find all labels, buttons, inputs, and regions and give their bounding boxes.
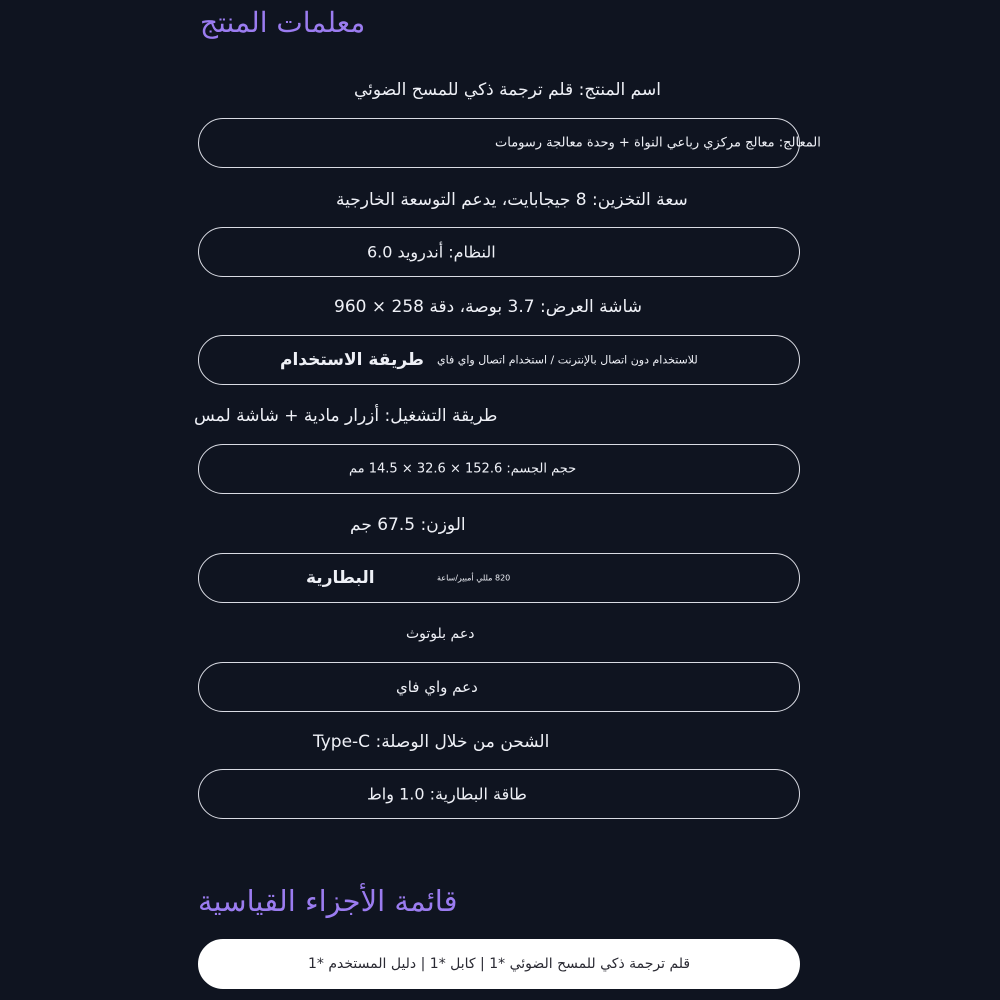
processor-spec-pill [198,118,821,168]
operation-spec: طريقة التشغيل: أزرار مادية + شاشة لمس [194,406,498,426]
storage-spec: سعة التخزين: 8 جيجابايت، يدعم التوسعة الخارجية [336,190,688,210]
battery-value: 820 مللي أمبير/ساعة [437,573,511,583]
product-name-spec: اسم المنتج: قلم ترجمة ذكي للمسح الضوئي [354,80,661,100]
bluetooth-spec: دعم بلوتوث [406,626,475,642]
battery-label: البطارية [306,568,375,588]
display-spec: شاشة العرض: 3.7 بوصة، دقة 258 × 960 [334,297,642,317]
system-spec: النظام: أندرويد 6.0 [367,242,496,262]
product-parameters-heading: معلمات المنتج [200,6,366,39]
parts-list-pill [198,939,800,989]
processor-spec: المعالج: معالج مركزي رباعي النواة + وحدة معالجة رسومات [495,135,821,151]
wifi-spec: دعم واي فاي [396,678,478,696]
charging-spec: الشحن من خلال الوصلة: Type-C [313,732,550,752]
usage-value: للاستخدام دون اتصال بالإنترنت / استخدام اتصال واي فاي [437,353,698,367]
usage-spec-pill [198,335,800,385]
body-size-spec: حجم الجسم: 152.6 × 32.6 × 14.5 مم [349,461,577,477]
weight-spec: الوزن: 67.5 جم [350,515,466,535]
battery-power-spec-pill [198,769,800,819]
body-size-spec-pill [198,444,800,494]
standard-parts-heading: قائمة الأجزاء القياسية [198,884,458,918]
usage-label: طريقة الاستخدام [280,350,424,370]
battery-power-spec: طاقة البطارية: 1.0 واط [367,784,527,804]
wifi-spec-pill [198,662,800,712]
battery-spec-pill [198,553,800,603]
parts-list: قلم ترجمة ذكي للمسح الضوئي *1 | كابل *1 | دليل المستخدم *1 [308,956,691,972]
system-spec-pill [198,227,800,277]
